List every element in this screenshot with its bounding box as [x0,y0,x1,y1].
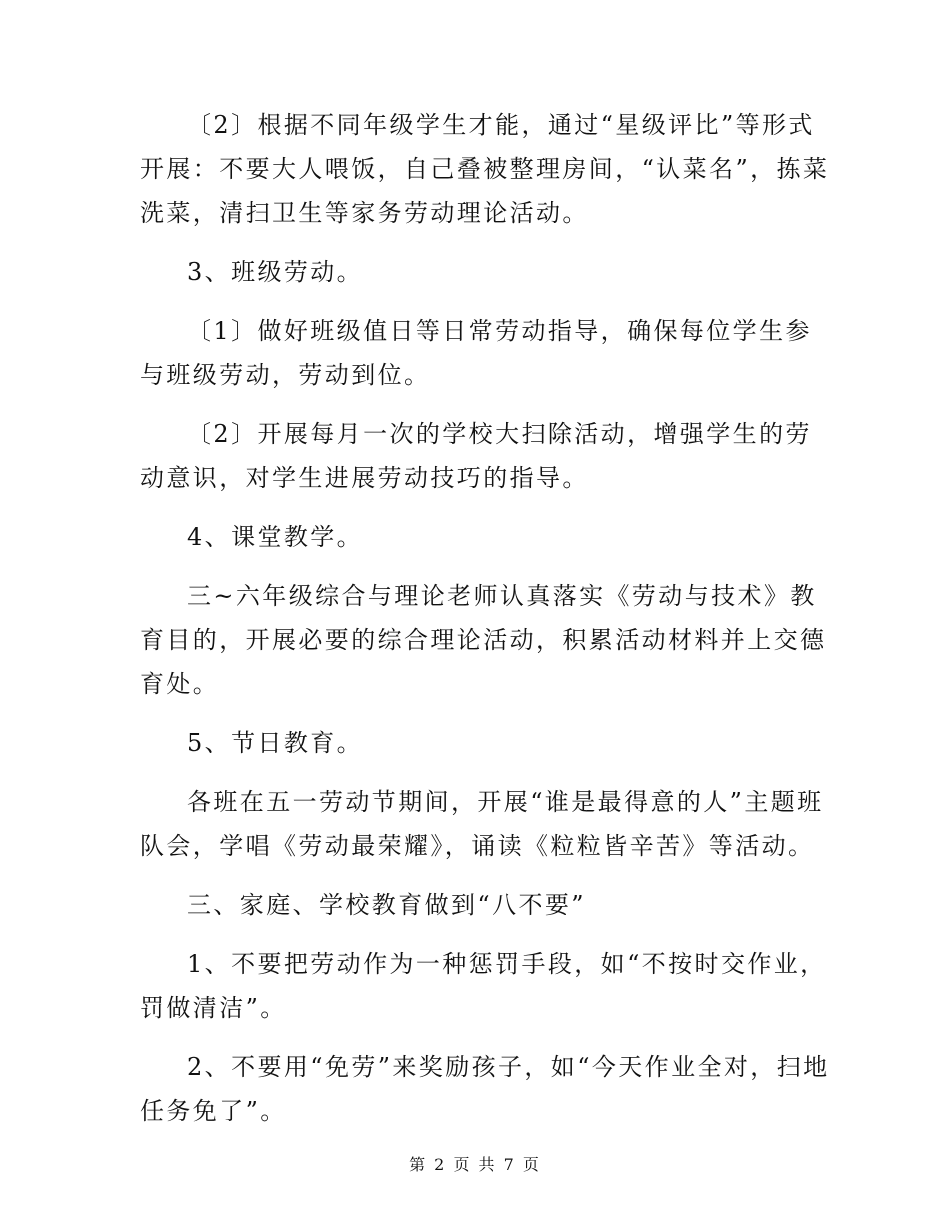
section-heading: 三、家庭、学校教育做到“八不要” [187,891,586,919]
section-heading: 4、课堂教学。 [187,523,364,551]
paragraph: 〔2〕开展每月一次的学校大扫除活动，增强学生的劳动意识，对学生进展劳动技巧的指导。 [140,420,812,492]
paragraph: 〔1〕做好班级值日等日常劳动指导，确保每位学生参与班级劳动，劳动到位。 [140,317,812,389]
paragraph: 各班在五一劳动节期间，开展“谁是最得意的人”主题班队会，学唱《劳动最荣耀》，诵读《粒粒皆辛苦》等活动。 [140,788,824,860]
document-body [140,103,830,1148]
paragraph: 2、不要用“免劳”来奖励孩子，如“今天作业全对，扫地任务免了”。 [140,1053,830,1125]
paragraph: 〔2〕根据不同年级学生才能，通过“星级评比”等形式开展：不要大人喂饭，自己叠被整理房间，“认菜名”，拣菜洗菜，清扫卫生等家务劳动理论活动。 [140,111,830,227]
paragraph: 1、不要把劳动作为一种惩罚手段，如“不按时交作业，罚做清洁”。 [140,950,827,1022]
section-heading: 3、班级劳动。 [187,258,364,286]
section-heading: 5、节日教育。 [187,729,364,757]
page-number-footer: 第 2 页 共 7 页 [409,1155,541,1174]
paragraph: 三~六年级综合与理论老师认真落实《劳动与技术》教育目的，开展必要的综合理论活动，积累活动材料并上交德育处。 [140,582,827,698]
